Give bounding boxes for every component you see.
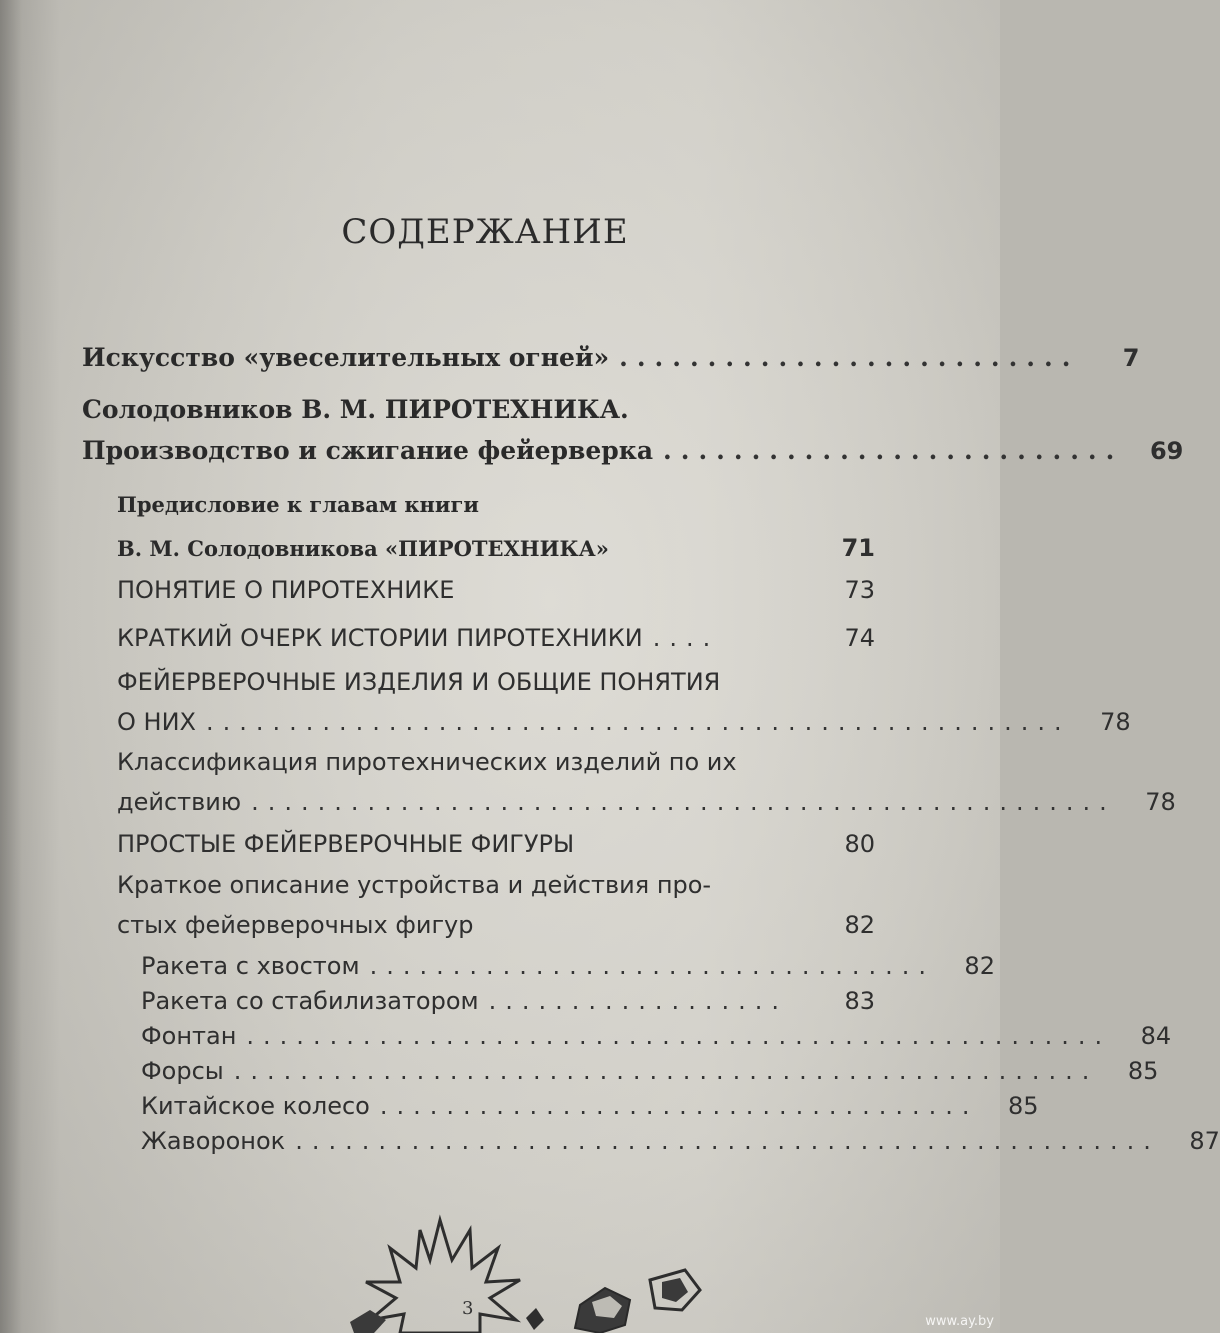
watermark: www.ay.by	[925, 1314, 994, 1329]
leader-dots: ....................................................	[295, 1127, 1160, 1155]
toc-entry-title: ПРОСТЫЕ ФЕЙЕРВЕРОЧНЫЕ ФИГУРЫ	[117, 830, 575, 858]
toc-entry-title: Производство и сжигание фейерверка	[82, 436, 654, 465]
toc-entry-page: 74	[844, 624, 875, 652]
leader-dots: ....................................................	[246, 1022, 1112, 1050]
toc-entry-page: 85	[1127, 1057, 1159, 1085]
toc-entry-page: 85	[1007, 1092, 1039, 1120]
toc-entry-title: Жаворонок	[141, 1127, 286, 1155]
toc-entry	[117, 708, 1131, 736]
toc-entry-page: 82	[844, 911, 875, 939]
page-title: СОДЕРЖАНИЕ	[341, 212, 629, 252]
toc-entry-title: ФЕЙЕРВЕРОЧНЫЕ ИЗДЕЛИЯ И ОБЩИЕ ПОНЯТИЯ	[117, 668, 721, 696]
leader-dots: ....	[652, 624, 720, 652]
toc-entry	[117, 788, 1176, 816]
leader-dots: ..........................	[619, 343, 1080, 372]
page-number: 3	[462, 1298, 474, 1319]
toc-entry	[117, 624, 875, 652]
toc-entry-title: КРАТКИЙ ОЧЕРК ИСТОРИИ ПИРОТЕХНИКИ	[117, 624, 643, 652]
toc-entry-title: Фонтан	[141, 1022, 237, 1050]
toc-subentry	[141, 987, 875, 1015]
leader-dots: ..................................	[369, 952, 935, 980]
toc-entry-page: 69	[1149, 437, 1184, 465]
toc-entry-title: ПОНЯТИЕ О ПИРОТЕХНИКЕ	[117, 576, 455, 604]
toc-entry	[117, 911, 875, 939]
toc-entry-title: Краткое описание устройства и действия про-	[117, 871, 712, 899]
toc-entry	[117, 534, 875, 562]
toc-entry	[117, 576, 875, 604]
leader-dots: ..........................	[663, 436, 1124, 465]
toc-entry-page: 73	[844, 576, 875, 604]
toc-subentry	[141, 1022, 1172, 1050]
toc-entry-title: Ракета со стабилизатором	[141, 987, 479, 1015]
toc-entry	[117, 830, 875, 858]
toc-subentry	[141, 1127, 1220, 1155]
toc-entry-title: О НИХ	[117, 708, 196, 736]
toc-entry-title: Ракета с хвостом	[141, 952, 360, 980]
firework-burst-icon	[330, 1210, 710, 1333]
toc-entry-page: 78	[1100, 708, 1131, 736]
toc-entry-page: 82	[964, 952, 995, 980]
toc-entry-title: Предисловие к главам книги	[117, 492, 479, 517]
leader-dots: ..................	[488, 987, 788, 1015]
toc-entry-page: 84	[1140, 1022, 1172, 1050]
toc-entry	[82, 343, 1140, 372]
toc-entry-title: стых фейерверочных фигур	[117, 911, 474, 939]
toc-subentry	[141, 952, 995, 980]
toc-entry-page: 83	[844, 987, 875, 1015]
toc-entry-page: 71	[841, 534, 875, 562]
toc-entry	[82, 436, 1184, 465]
toc-subentry	[141, 1057, 1159, 1085]
toc-entry-page: 7	[1122, 344, 1140, 372]
leader-dots: ....................................................	[251, 788, 1116, 816]
toc-entry-page: 78	[1145, 788, 1176, 816]
toc-entry-title: Классификация пиротехнических изделий по их	[117, 748, 737, 776]
toc-subentry	[141, 1092, 1039, 1120]
toc-entry-page: 87	[1189, 1127, 1220, 1155]
toc-entry-title: Форсы	[141, 1057, 224, 1085]
toc-entry-title: действию	[117, 788, 242, 816]
toc-entry-title: Китайское колесо	[141, 1092, 370, 1120]
toc-entry-title: Искусство «увеселительных огней»	[82, 343, 610, 372]
leader-dots: ....................................	[379, 1092, 979, 1120]
leader-dots: ....................................................	[205, 708, 1071, 736]
toc-entry-title: Солодовников В. М. ПИРОТЕХНИКА.	[82, 395, 629, 424]
leader-dots: ....................................................	[233, 1057, 1099, 1085]
toc-entry-title: В. М. Солодовникова «ПИРОТЕХНИКА»	[117, 536, 609, 561]
toc-entry-page: 80	[844, 830, 875, 858]
